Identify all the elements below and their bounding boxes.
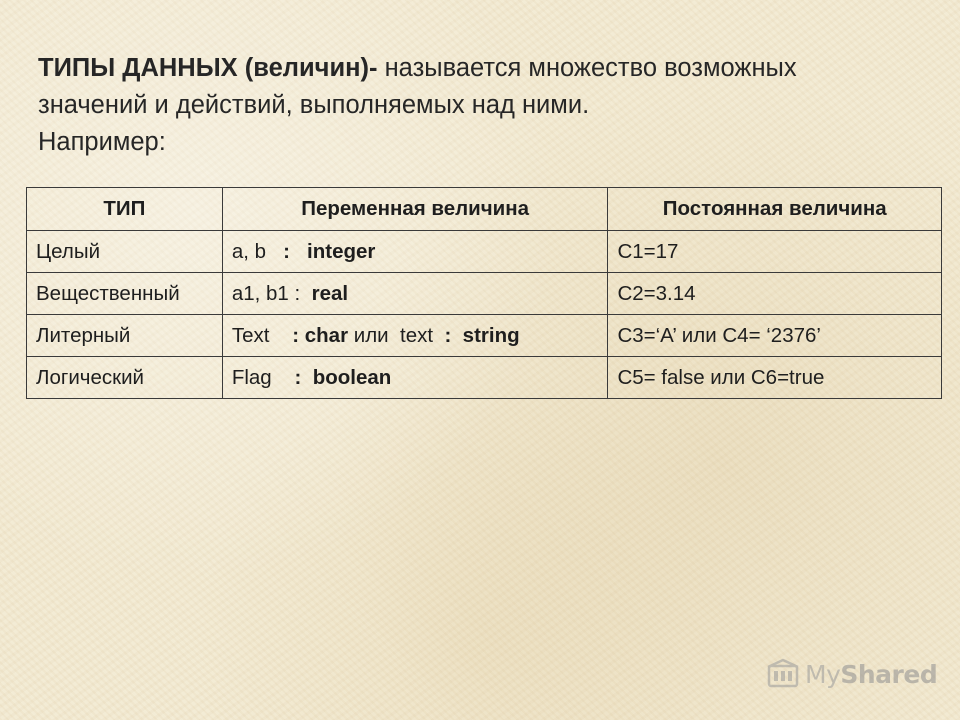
watermark-logo <box>766 655 937 693</box>
type-cell: Литерный <box>27 315 223 357</box>
variable-cell <box>222 357 608 399</box>
variable-names: a1, b1 : <box>231 281 312 305</box>
watermark-brand-bold: Shared <box>840 659 938 689</box>
heading-line-1 <box>38 50 918 87</box>
heading-line-2: значений и действий, выполняемых над ними. <box>38 91 590 119</box>
heading-line-3: Например: <box>38 128 166 156</box>
type-cell: Вещественный <box>27 273 223 315</box>
table-row <box>27 357 942 399</box>
constant-cell: C5= false или C6=true <box>608 357 942 399</box>
watermark-brand-light: My <box>805 659 841 689</box>
table-row <box>27 231 942 273</box>
heading-term: ТИПЫ ДАННЫХ (величин)- <box>38 54 378 82</box>
variable-type: real <box>311 281 349 305</box>
variable-type: : char <box>292 323 349 347</box>
constant-cell: C2=3.14 <box>608 273 942 315</box>
header-variable: Переменная величина <box>222 188 608 231</box>
type-cell: Целый <box>27 231 223 273</box>
watermark-text <box>805 660 937 689</box>
header-type: ТИП <box>27 188 223 231</box>
heading-definition-start: называется множество возможных <box>377 54 797 82</box>
variable-type: : integer <box>283 239 376 263</box>
table-row <box>27 315 942 357</box>
constant-cell: C1=17 <box>608 231 942 273</box>
constant-cell: C3=‘A’ или C4= ‘2376’ <box>608 315 942 357</box>
variable-cell <box>222 231 608 273</box>
table-header-row <box>27 188 942 231</box>
variable-names: Flag <box>231 365 295 389</box>
table-row <box>27 273 942 315</box>
variable-names: Text <box>231 323 293 347</box>
variable-names-alt: или text <box>348 323 439 347</box>
variable-type-alt: : string <box>438 323 520 347</box>
slide-heading <box>38 50 918 161</box>
mortarboard-icon <box>766 657 800 691</box>
variable-cell <box>222 315 608 357</box>
variable-cell <box>222 273 608 315</box>
type-cell: Логический <box>27 357 223 399</box>
variable-type: : boolean <box>294 365 392 389</box>
variable-names: a, b <box>231 239 284 263</box>
header-constant: Постоянная величина <box>608 188 942 231</box>
data-types-table <box>26 187 942 399</box>
